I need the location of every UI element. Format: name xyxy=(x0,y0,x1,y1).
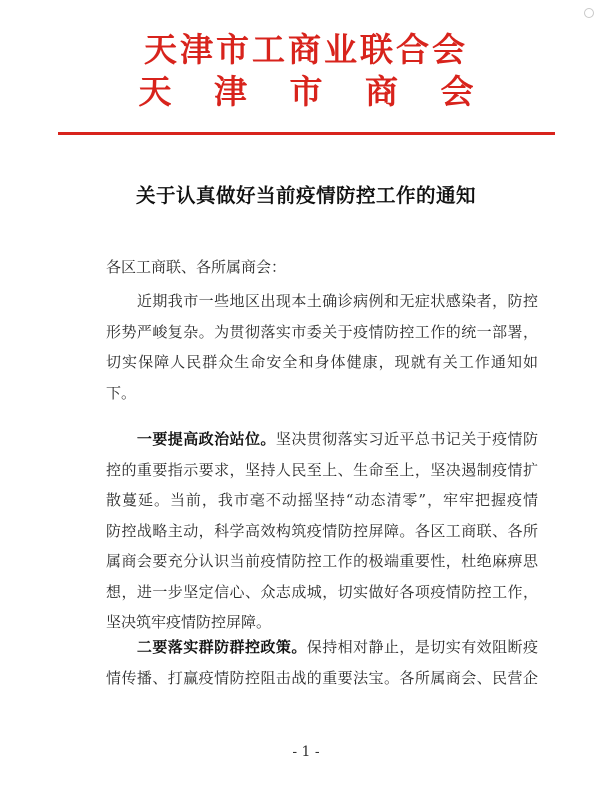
paragraph-lead: 二要落实群防群控政策。 xyxy=(136,638,307,656)
paragraph-2 xyxy=(106,424,538,638)
paragraph-3 xyxy=(106,632,538,693)
letterhead-char: 会 xyxy=(440,72,474,111)
letterhead-char: 市 xyxy=(289,72,323,111)
paragraph-lead: 一要提高政治站位。 xyxy=(136,430,276,448)
letterhead-char: 商 xyxy=(365,72,398,111)
paragraph-line: 想，进一步坚定信心、众志成城，切实做好各项疫情防控工作， xyxy=(106,582,538,601)
letterhead-char: 天 xyxy=(138,72,172,111)
paragraph-line: 近期我市一些地区出现本土确诊病例和无症状感染者，防控 xyxy=(106,292,538,310)
salutation: 各区工商联、各所属商会： xyxy=(106,258,287,276)
paragraph-line: 控的重要指示要求，坚持人民至上、生命至上，坚决遏制疫情扩 xyxy=(106,460,538,479)
paragraph-line: 属商会要充分认识当前疫情防控工作的极端重要性，杜绝麻痹思 xyxy=(106,552,538,570)
paragraph-1 xyxy=(106,286,538,408)
paragraph-line: 形势严峻复杂。为贯彻落实市委关于疫情防控工作的统一部署， xyxy=(106,322,538,341)
paragraph-line: 防控战略主动，科学高效构筑疫情防控屏障。各区工商联、各所 xyxy=(106,521,538,540)
paragraph-line: 二要落实群防群控政策。保持相对静止，是切实有效阻断疫 xyxy=(136,638,538,656)
letterhead-divider xyxy=(58,132,555,135)
paragraph-line: 坚决筑牢疫情防控屏障。 xyxy=(106,613,272,631)
paragraph-line: 一要提高政治站位。坚决贯彻落实习近平总书记关于疫情防 xyxy=(136,430,538,448)
letterhead-line-2 xyxy=(0,70,612,114)
paragraph-line: 散蔓延。当前，我市毫不动摇坚持“动态清零”，牢牢把握疫情 xyxy=(106,491,538,509)
page-number: - 1 - xyxy=(292,744,320,760)
paragraph-line: 情传播、打赢疫情防控阻击战的重要法宝。各所属商会、民营企 xyxy=(106,668,538,687)
letterhead-char: 津 xyxy=(214,72,247,111)
letterhead-line-1: 天津市工商业联合会 xyxy=(144,30,468,69)
document-title: 关于认真做好当前疫情防控工作的通知 xyxy=(135,184,476,207)
corner-mark xyxy=(584,8,594,18)
paragraph-line: 切实保障人民群众生命安全和身体健康，现就有关工作通知如 xyxy=(106,353,538,371)
paragraph-line: 下。 xyxy=(106,383,137,402)
